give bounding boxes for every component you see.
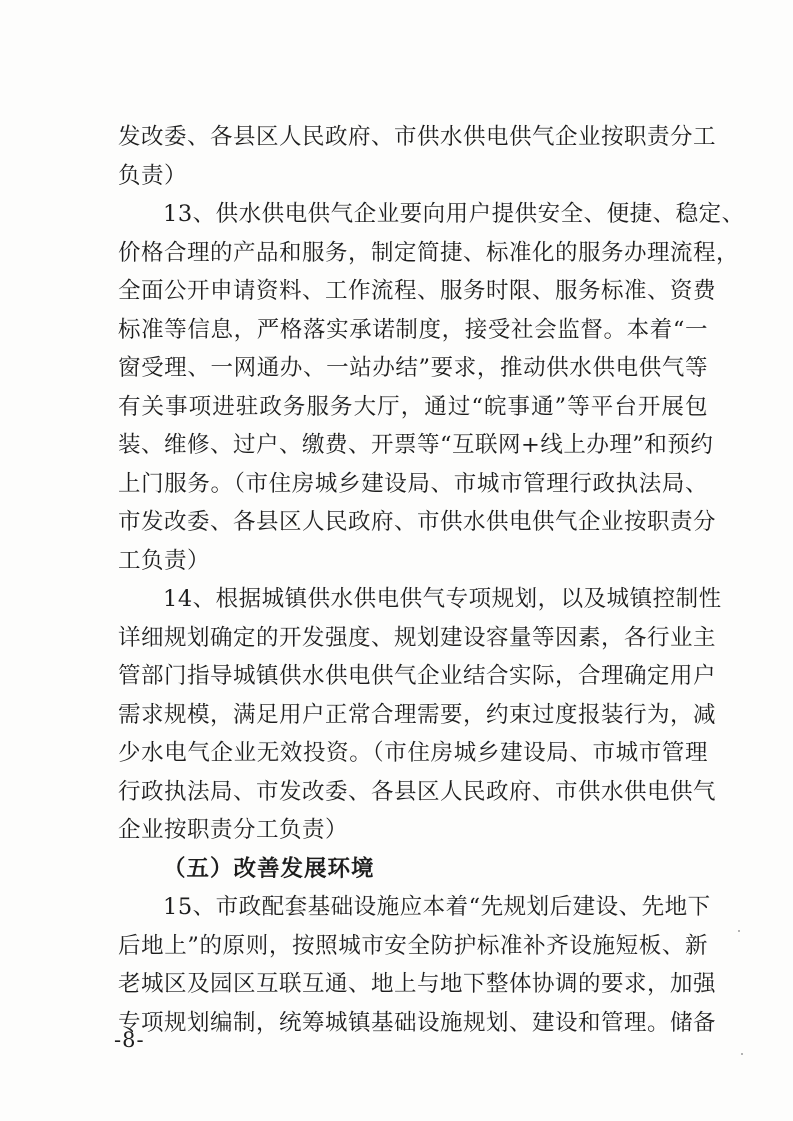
- paragraph-first-line: 14、根据城镇供水供电供气专项规划，以及城镇控制性: [163, 586, 722, 612]
- paragraph-line: 有关事项进驻政务服务大厅，通过“皖事通”等平台开展包: [118, 393, 708, 420]
- paragraph-line: 专项规划编制，统筹城镇基础设施规划、建设和管理。储备: [118, 1009, 717, 1036]
- scan-speck: [738, 930, 740, 932]
- document-body: [118, 118, 745, 1042]
- paragraph-line: 窗受理、一网通办、一站办结”要求，推动供水供电供气等: [118, 355, 708, 381]
- page-number: -8-: [114, 1028, 145, 1052]
- scan-speck: [741, 1053, 743, 1055]
- paragraph-line: 行政执法局、市发改委、各县区人民政府、市供水供电供气: [118, 778, 717, 805]
- paragraph-line: 装、维修、过户、缴费、开票等“互联网+线上办理”和预约: [118, 432, 714, 458]
- paragraph-line: 后地上”的原则，按照城市安全防护标准补齐设施短板、新: [118, 932, 708, 959]
- paragraph-line: 上门服务。（市住房城乡建设局、市城市管理行政执法局、: [118, 470, 708, 497]
- paragraph-line: 管部门指导城镇供水供电供气企业结合实际，合理确定用户: [118, 663, 717, 689]
- paragraph-line: 市发改委、各县区人民政府、市供水供电供气企业按职责分: [118, 509, 717, 535]
- paragraph-line: 少水电气企业无效投资。（市住房城乡建设局、市城市管理: [118, 740, 708, 766]
- paragraph-line: 负责）: [118, 162, 188, 189]
- paragraph-first-line: 13、供水供电供气企业要向用户提供安全、便捷、稳定、: [163, 201, 745, 227]
- paragraph-line: 标准等信息，严格落实承诺制度，接受社会监督。本着“一: [118, 316, 708, 343]
- paragraph-line: 老城区及园区互联互通、地上与地下整体协调的要求，加强: [118, 971, 717, 997]
- paragraph-line: 发改委、各县区人民政府、市供水供电供气企业按职责分工: [118, 124, 717, 150]
- paragraph-line: 全面公开申请资料、工作流程、服务时限、服务标准、资费: [118, 278, 717, 304]
- paragraph-line: 工负责）: [118, 547, 211, 574]
- section-heading: （五）改善发展环境: [163, 855, 375, 882]
- paragraph-line: 详细规划确定的开发强度、规划建设容量等因素，各行业主: [118, 624, 717, 651]
- paragraph-first-line: 15、市政配套基础设施应本着“先规划后建设、先地下: [163, 894, 711, 920]
- paragraph-line: 需求规模，满足用户正常合理需要，约束过度报装行为，减: [118, 701, 717, 728]
- paragraph-line: 企业按职责分工负责）: [118, 817, 349, 843]
- paragraph-line: 价格合理的产品和服务，制定简捷、标准化的服务办理流程，: [118, 239, 740, 266]
